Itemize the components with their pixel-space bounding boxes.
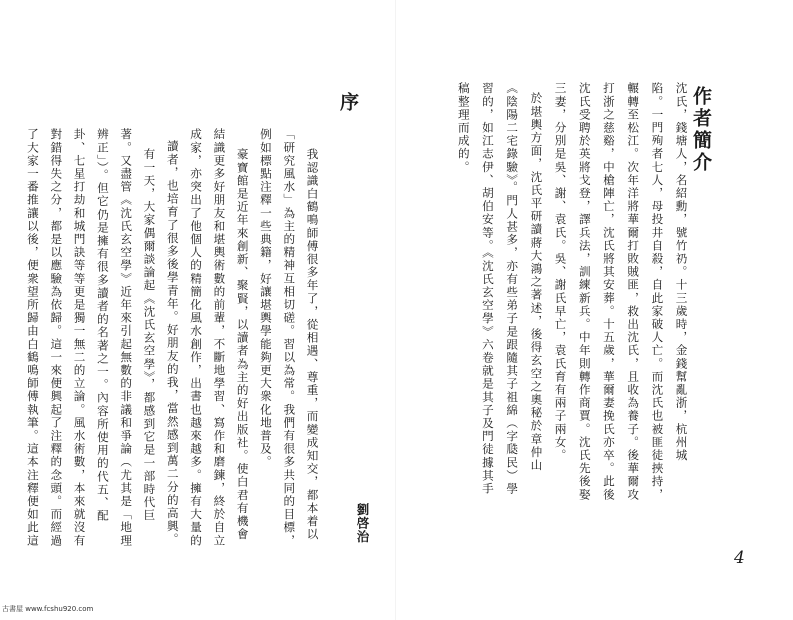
text-column: 有一天，大家偶爾談論起《沈氏玄空學》，都感到它是一部時代巨: [142, 148, 157, 523]
text-column: 於堪輿方面，沈氏平研讀蔣大鴻之著述，後得玄空之奧秘於章仲山: [529, 92, 544, 472]
text-column: 讀者，也培育了很多後學青年。好朋友的我，當然感到萬二分的高興。: [165, 140, 180, 547]
text-column: 習的，如江志伊、胡伯安等。《沈氏玄空學》六卷就是其子及門徒據其手: [480, 82, 495, 496]
text-column: 結識更多好朋友和堪輿術數的前輩，不斷地學習、寫作和磨鍊，終於自立: [212, 128, 227, 548]
text-column: 辨正」）。但它仍是擁有很多讀者的名著之一。內容所使用的代五、配: [95, 128, 110, 523]
text-column: 《陰陽二宅錄驗》。門人甚多，亦有些弟子是跟隨其子祖綿（字瓞民）學: [505, 82, 520, 496]
text-column: 豪寶館是近年來創新、聚賢，以讀者為主的好出版社。使白君有機會: [235, 148, 250, 541]
text-column: 打浙之慈谿，中槍陣亡，沈氏將其安葬。十五歲，華爾妻挽氏亦卒。此後: [601, 82, 616, 502]
text-column: 輾轉至松江。次年洋將華爾打敗賊匪，救出沈氏，且收為養子。後華爾攻: [626, 82, 641, 502]
page-spine: [395, 0, 396, 620]
author-bio-title: 作者簡介: [690, 86, 712, 174]
text-column: 稿整理而成的。: [456, 82, 471, 174]
text-column: 著。又盡管《沈氏玄空學》近年來引起無數的非議和爭論（尤其是「地理: [119, 128, 134, 548]
text-column: 沈氏，錢塘人，名紹勳，號竹礽。十三歲時，金錢幫亂浙，杭州城: [674, 82, 689, 462]
text-column: 例如標點注釋一些典籍，好讓堪輿學能夠更大衆化地普及。: [258, 128, 273, 469]
text-column: 三妻，分別是吳、謝、袁氏。吳、謝氏早亡，袁氏育有兩子兩女。: [553, 82, 568, 462]
text-column: 我認識白鶴鳴師傅很多年了，從相遇、尊重，而變成知交，都本着以: [305, 148, 320, 541]
text-column: 了大家一番推讓以後，便衆望所歸由白鶴鳴師傅執筆。這本注釋便如此這: [25, 128, 40, 548]
text-column: 沈氏受聘於英將戈登，譯兵法，訓練新兵。中年則轉作商賈。沈氏先後娶: [577, 82, 592, 502]
text-column: 成家，亦突出了他個人的精簡化風水創作，出書也越來越多。擁有大量的: [189, 128, 204, 548]
preface-title: 序: [337, 92, 359, 111]
watermark-text: 古書屋 www.fcshu920.com: [2, 605, 94, 613]
text-column: 「研究風水」為主的精神互相切磋。習以為常。我們有很多共同的目標，: [282, 128, 297, 548]
preface-author: 劉啓治: [355, 503, 370, 544]
text-column: 卦、七星打劫和城門訣等等更是獨一無二的立論。風水術數，本來就沒有: [72, 128, 87, 548]
text-column: 陷。一門殉者七人，母投井自殺，自此家破人亡。而沈氏也被匪徒挾持，: [650, 82, 665, 502]
page-number: 4: [734, 548, 745, 568]
text-column: 對錯得失之分，都是以應驗為依歸。這一來便興起了注釋的念頭。而經過: [49, 128, 64, 548]
